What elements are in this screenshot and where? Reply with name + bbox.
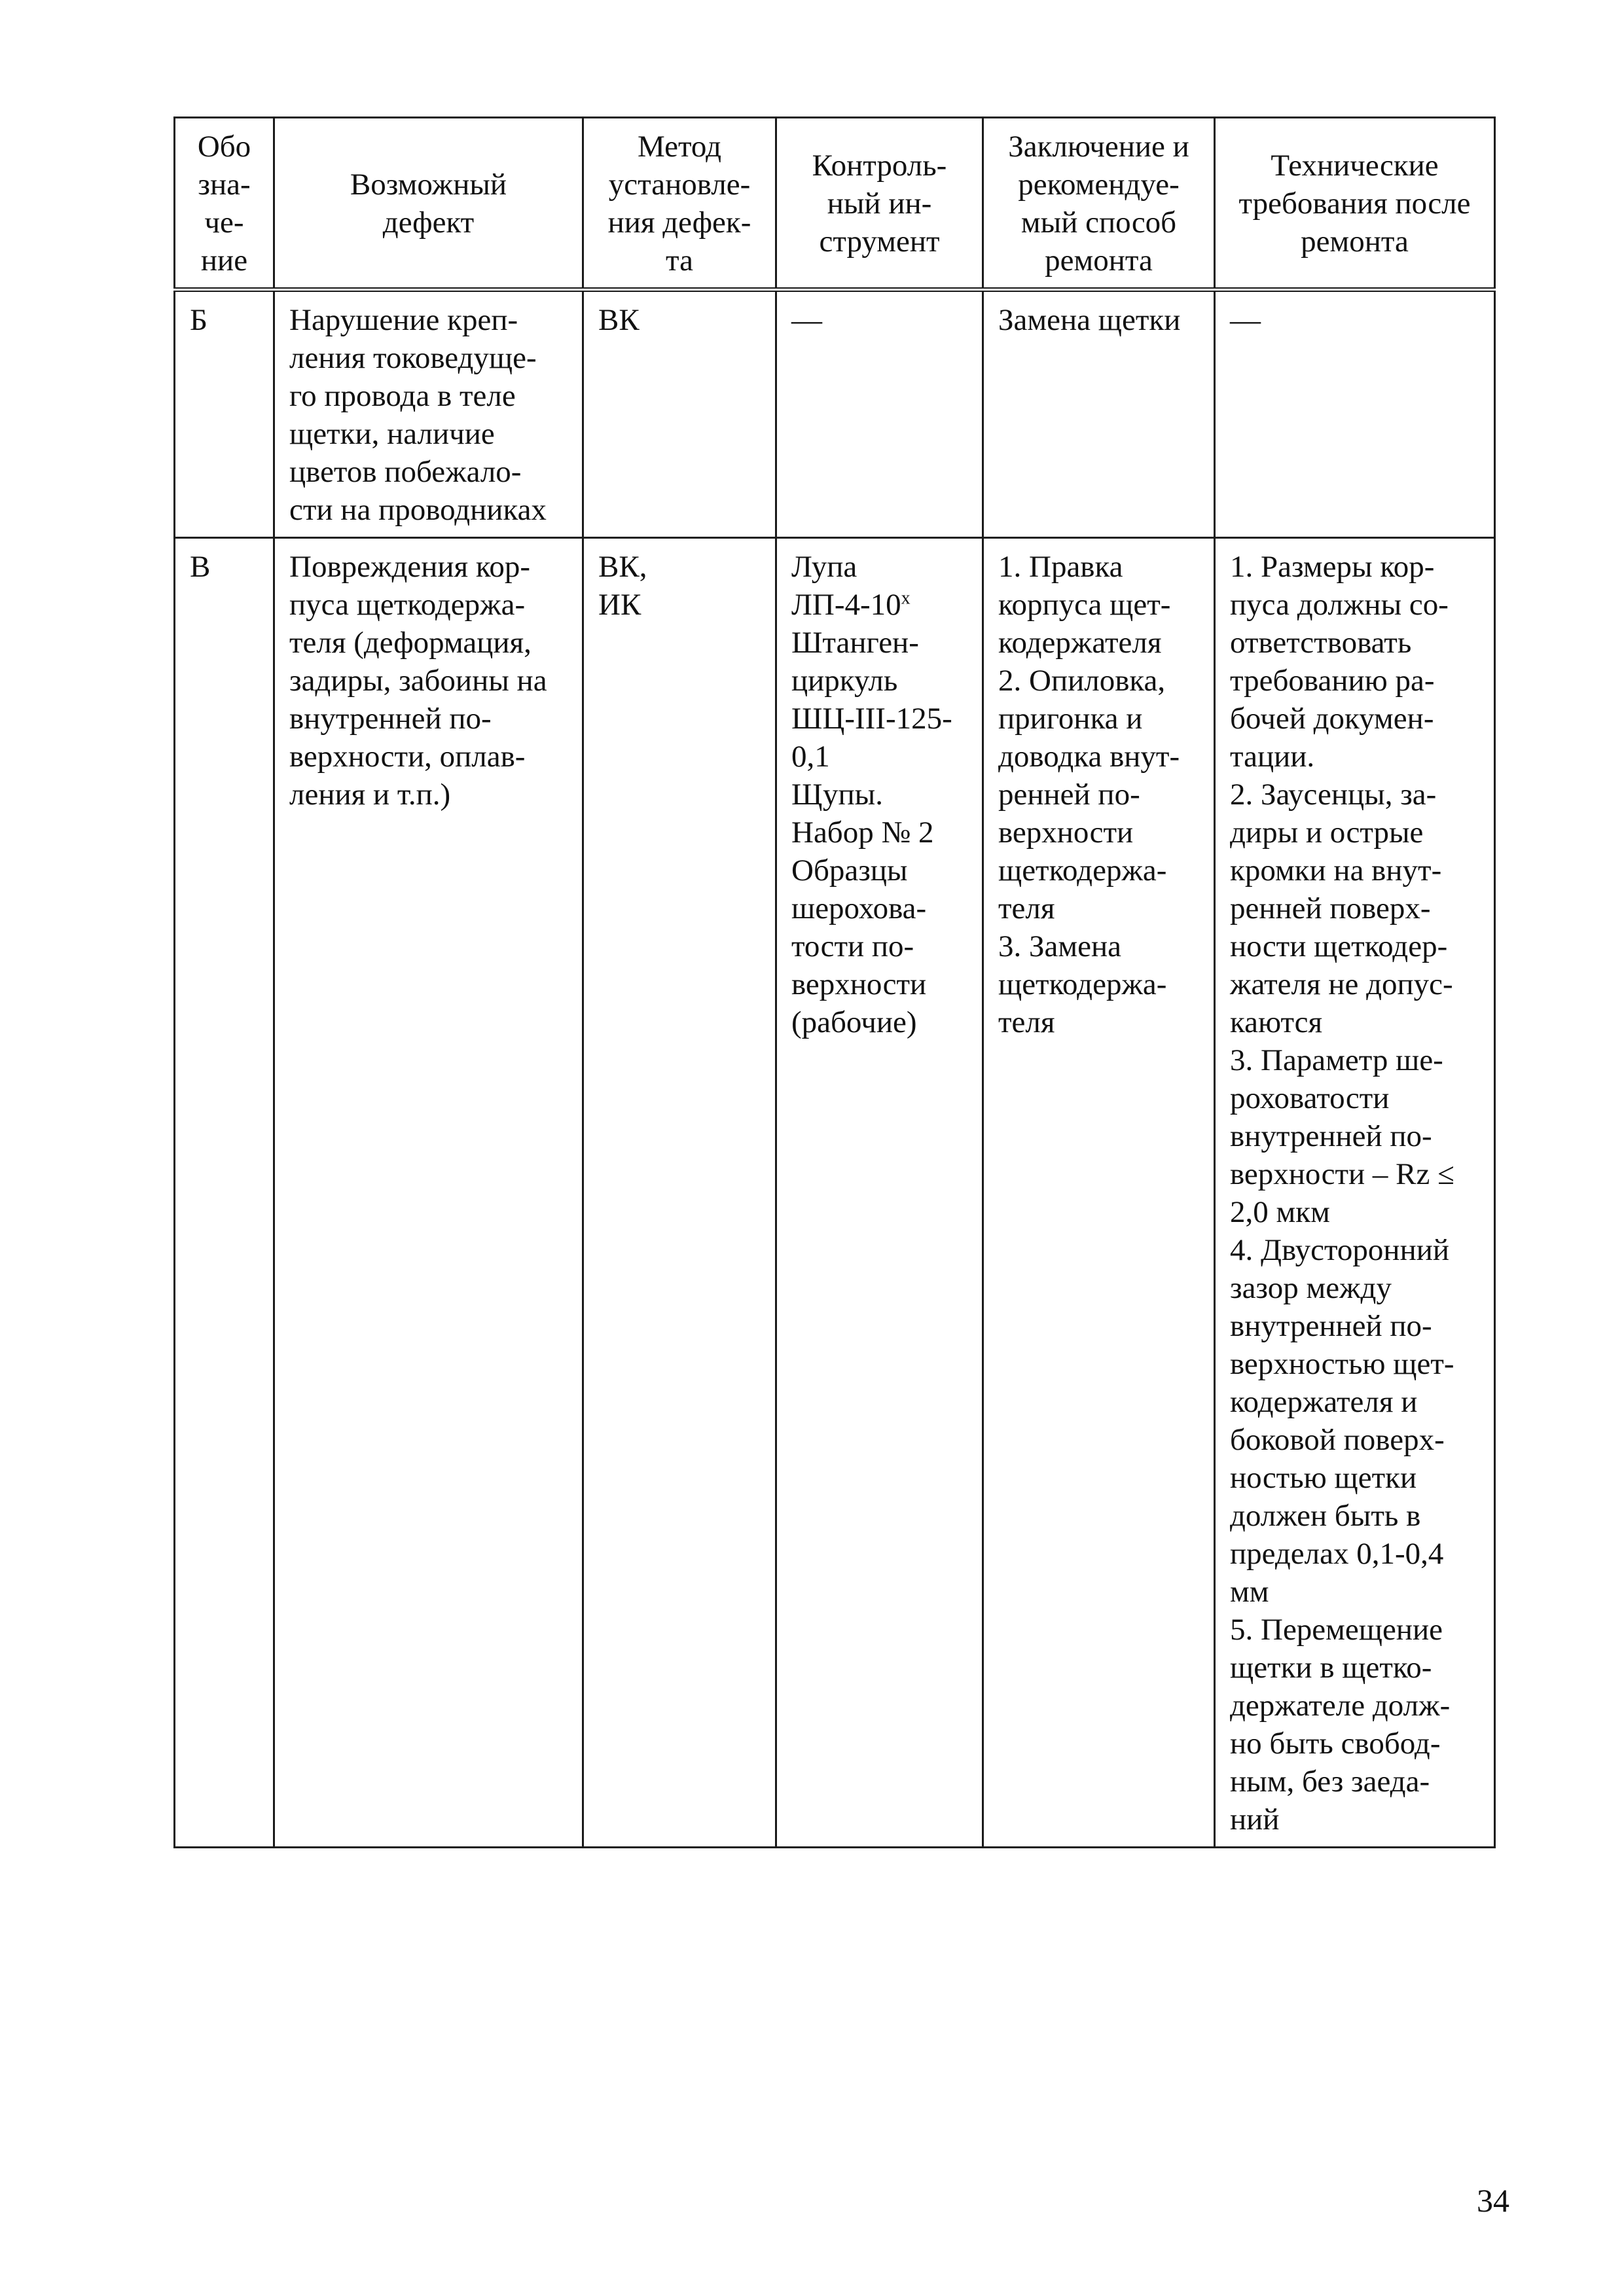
header-defect: Возможный дефект <box>274 118 583 290</box>
page-number: 34 <box>1477 2182 1509 2219</box>
cell-requirements: — <box>1215 290 1495 538</box>
header-requirements: Технические требования после ремонта <box>1215 118 1495 290</box>
instrument-magnifier: Лупа ЛП-4-10$^x$ <box>791 550 911 622</box>
table-row <box>175 538 1495 1848</box>
magnification-superscript: x <box>901 588 911 609</box>
header-method: Метод установле- ния дефек- та <box>583 118 776 290</box>
table-row <box>175 290 1495 538</box>
cell-conclusion: Замена щетки <box>983 290 1215 538</box>
cell-designation: В <box>175 538 274 1848</box>
cell-requirements: 1. Размеры кор- пуса должны со- ответствовать требованию ра- бочей докумен- тации. 2. Заусенцы, за- диры и острые кромки на внут- ренней поверх- ности щеткодер- жателя не допус- каются 3. Параметр ше- роховатости внутренней по- верхности – Rz ≤ 2,0 мкм 4. Двусторонний зазор между внутренней по- верхностью щет- кодержателя и боковой поверх- ностью щетки должен быть в пределах 0,1-0,4 мм 5. Перемещение щетки в щетко- держателе долж- но быть свобод- ным, без заеда- ний <box>1215 538 1495 1848</box>
instrument-list: Штанген- циркуль ШЦ-III-125- 0,1 Щупы. Набор № 2 Образцы шерохова- тости по- верхности (рабочие) <box>791 626 952 1039</box>
cell-conclusion: 1. Правка корпуса щет- кодержателя 2. Опиловка, пригонка и доводка внут- ренней по- верхности щеткодержа- теля 3. Замена щеткодержа- теля <box>983 538 1215 1848</box>
cell-instrument <box>776 538 983 1848</box>
header-designation: Обо зна- че- ние <box>175 118 274 290</box>
cell-method: ВК <box>583 290 776 538</box>
cell-defect: Нарушение креп- ления токоведуще- го провода в теле щетки, наличие цветов побежало- сти на проводниках <box>274 290 583 538</box>
cell-method: ВК, ИК <box>583 538 776 1848</box>
cell-designation: Б <box>175 290 274 538</box>
cell-defect: Повреждения кор- пуса щеткодержа- теля (деформация, задиры, забоины на внутренней по- верхности, оплав- ления и т.п.) <box>274 538 583 1848</box>
header-instrument: Контроль- ный ин- струмент <box>776 118 983 290</box>
table-header-row <box>175 118 1495 290</box>
header-conclusion: Заключение и рекомендуе- мый способ ремонта <box>983 118 1215 290</box>
cell-instrument: — <box>776 290 983 538</box>
defect-table <box>173 117 1496 1848</box>
